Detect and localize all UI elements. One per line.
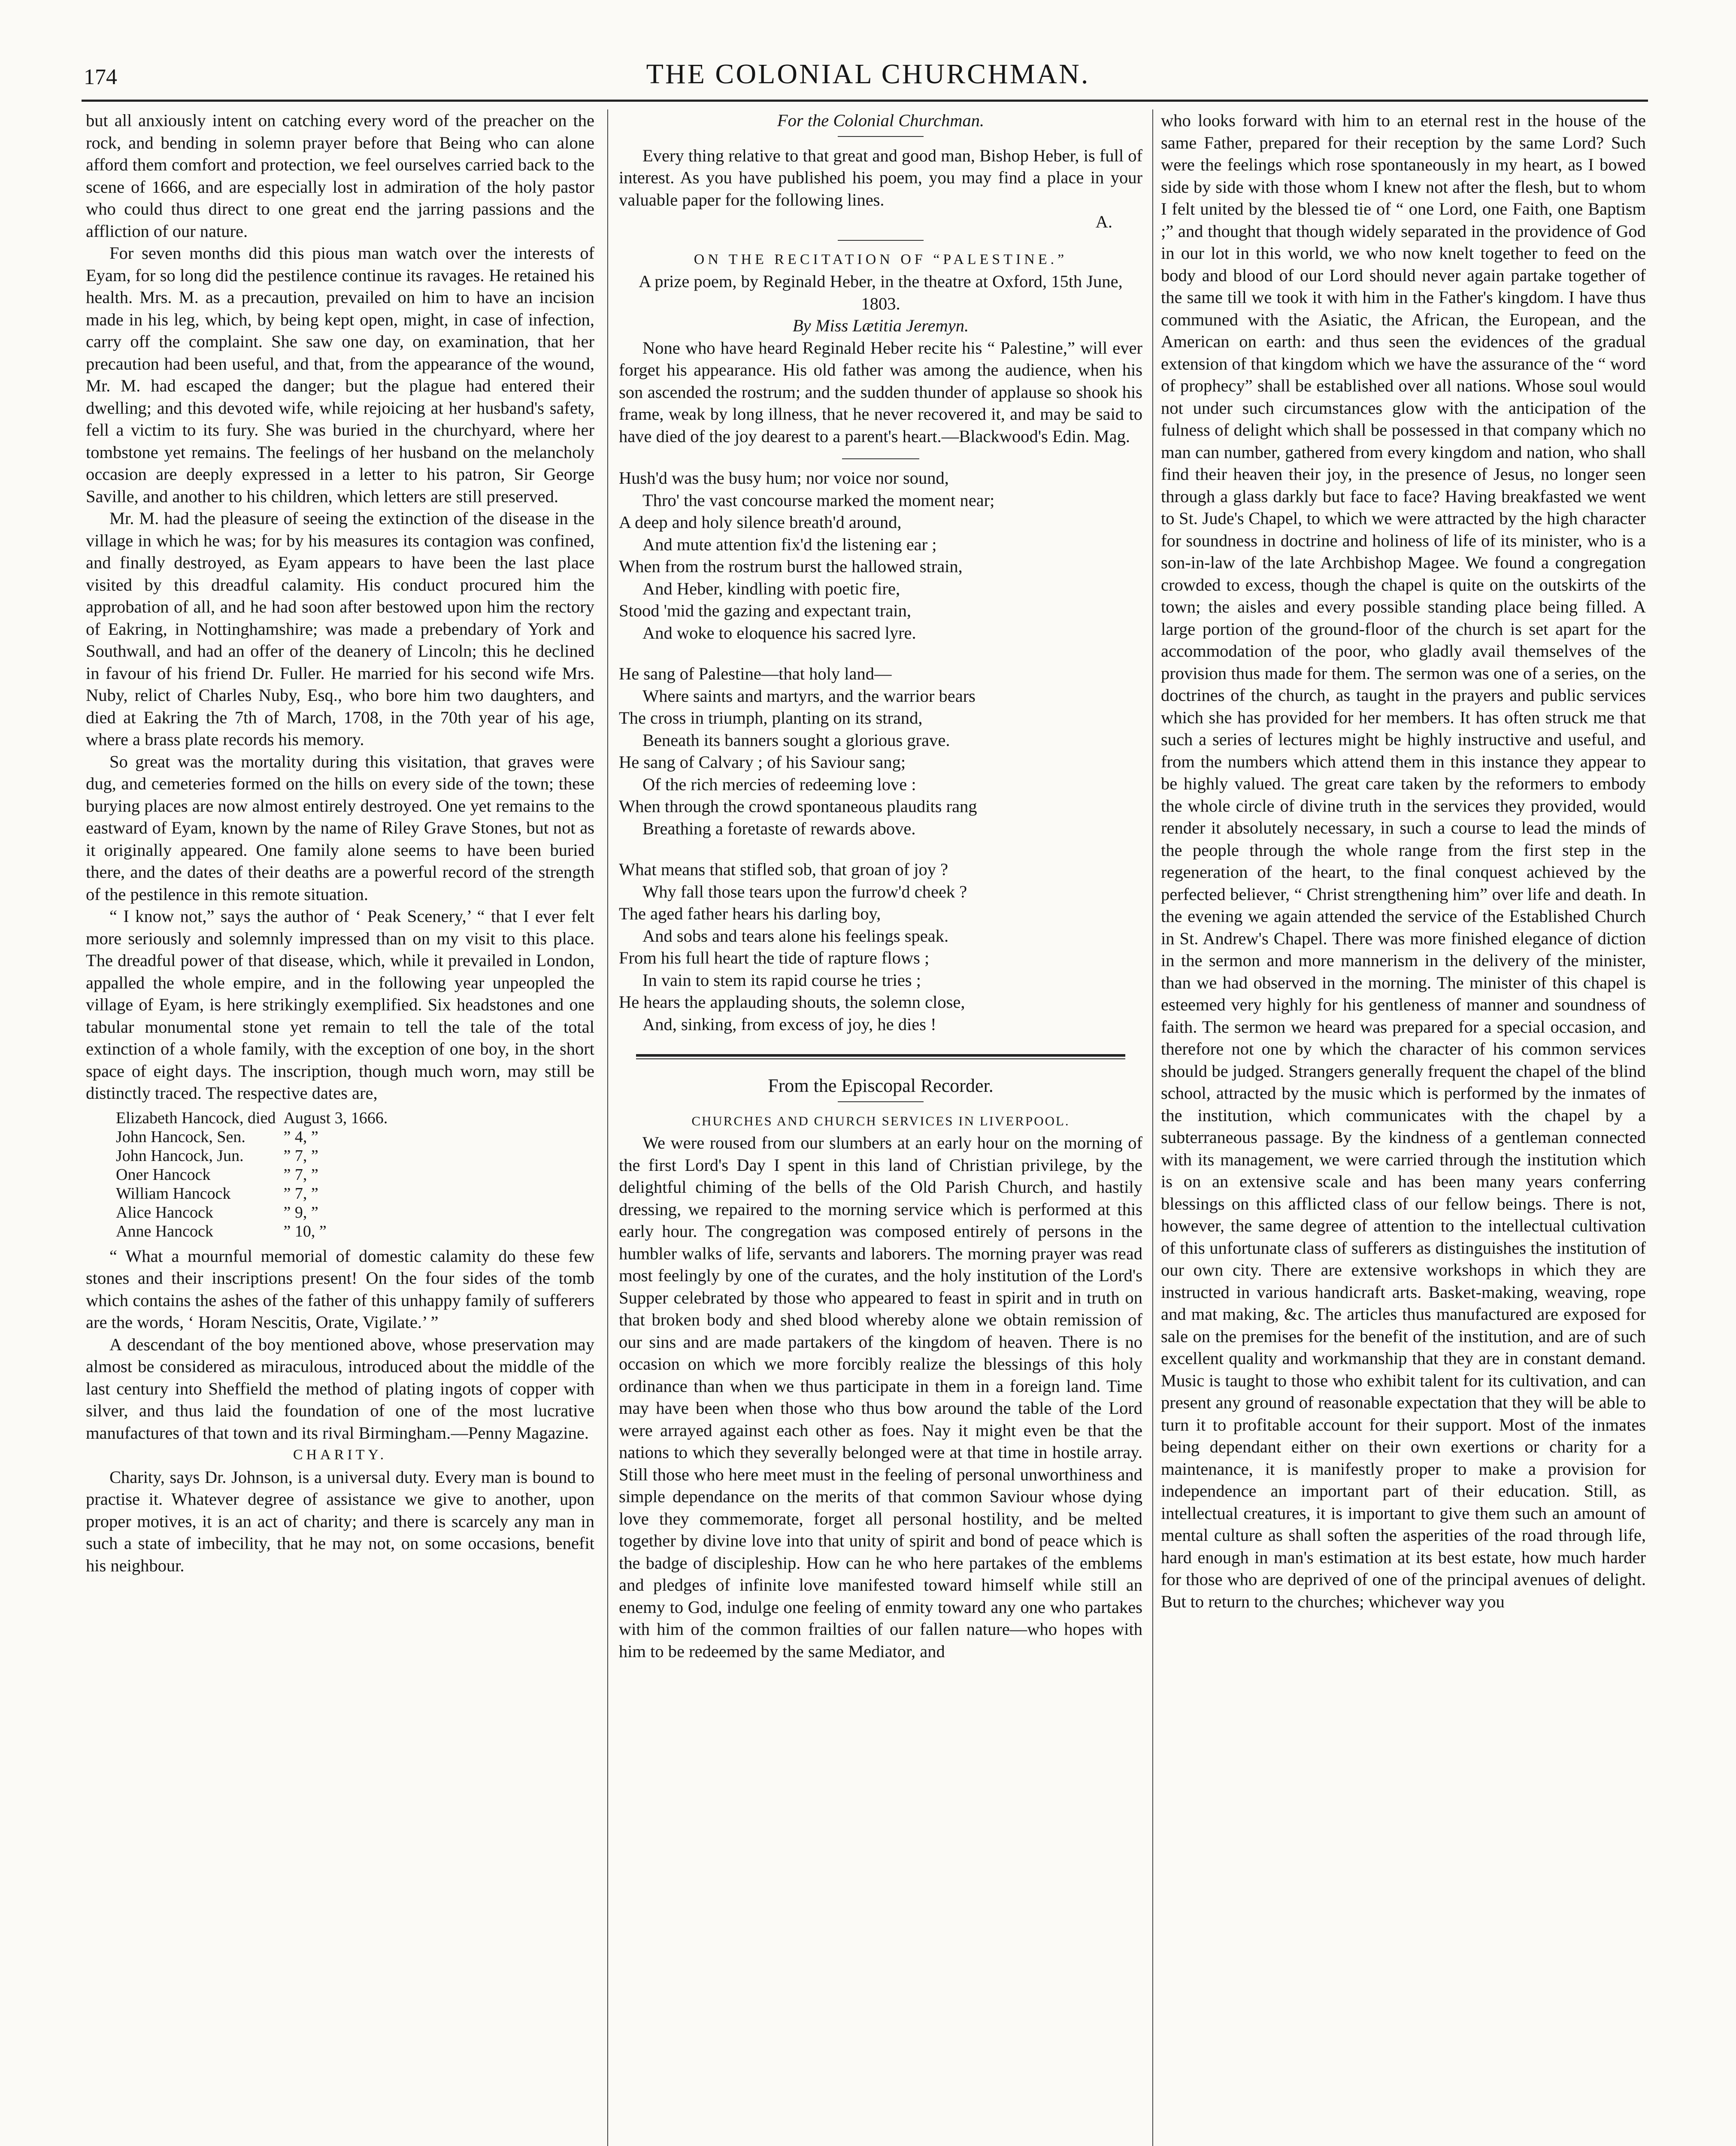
poem-line: When from the rostrum burst the hallowed strain, — [619, 557, 963, 576]
poem-line: When through the crowd spontaneous plaudits rang — [619, 797, 977, 816]
poem-line: And Heber, kindling with poetic fire, — [642, 579, 900, 598]
poem-line: In vain to stem its rapid course he tries ; — [642, 970, 921, 990]
poem-line: Why fall those tears upon the furrow'd cheek ? — [642, 882, 967, 901]
poem-line: He hears the applauding shouts, the solemn close, — [619, 992, 965, 1012]
paragraph: “ I know not,” says the author of ‘ Peak Scenery,’ “ that I ever felt more seriously and solemnly impressed than on my visit to this place. The dreadful power of that disease, which, while it prevailed in London, appalled the whole empire, and in the following year unpeopled the village of Eyam, is here strikingly exemplified. Six headstones and one tabular monumental stone yet remain to tell the tale of the total extinction of a whole family, with the exception of one boy, in the short space of eight days. The inscription, though much worn, may still be distinctly traced. The respective dates are, — [86, 906, 594, 1103]
family-date: ” 7, ” — [283, 1146, 318, 1165]
family-date: ” 4, ” — [283, 1128, 318, 1146]
poem-line: He sang of Palestine—that holy land— — [619, 664, 892, 683]
charity-title: CHARITY. — [293, 1447, 388, 1463]
poem-line: And woke to eloquence his sacred lyre. — [642, 623, 916, 643]
family-name: Alice Hancock — [116, 1203, 213, 1222]
poem-line: Beneath its banners sought a glorious grave. — [642, 730, 950, 750]
poem-line: And, sinking, from excess of joy, he dies ! — [642, 1014, 936, 1034]
masthead: THE COLONIAL CHURCHMAN. — [646, 58, 1090, 90]
family-date: ” 9, ” — [283, 1203, 318, 1222]
family-row — [116, 1165, 395, 1184]
poem-stanza — [619, 467, 1142, 644]
poem-title: ON THE RECITATION OF “PALESTINE.” — [694, 251, 1068, 267]
poem-line: A deep and holy silence breath'd around, — [619, 512, 902, 532]
family-name: Elizabeth Hancock, died — [116, 1109, 276, 1127]
short-rule — [838, 240, 924, 241]
poem-stanza — [619, 858, 1142, 1035]
page-number: 174 — [84, 65, 117, 89]
poem-line: And mute attention fix'd the listening ear ; — [642, 534, 937, 554]
family-name: John Hancock, Sen. — [116, 1128, 245, 1146]
paragraph: who looks forward with him to an eternal rest in the house of the same Father, prepared for their reception by the same Lord? Such were the feelings which rose spontaneously in my heart, as I bowed side by side with those whom I knew not after the flesh, but to whom I felt united by the blessed tie of “ one Lord, one Faith, one Baptism ;” and thought that though widely separated in the providence of God in our lot in this world, we who now knelt together to feed on the body and blood of our Lord should never again partake together of the same till we took it with him in the Father's kingdom. I have thus communed with the Asiatic, the African, the European, and the American on earth: and thus seen the evidences of the gradual extension of that kingdom which we have the assurance of the “ word of prophecy” shall be established over all nations. Whose soul would not under such circumstances glow with the anticipation of the fulness of delight which shall be possessed in that company which no man can number, gathered from every kingdom and nation, who shall find their heaven their joy, in the presence of Jesus, no longer seen through a glass darkly but face to face? Having breakfasted we went to St. Jude's Chapel, to which we were attracted by the high character for soundness in doctrine and holiness of life of its minister, who is a son-in-law of the late Archbishop Magee. We found a congregation crowded to excess, though the chapel is quite on the outskirts of the town; the aisles and every possible standing place being filled. A large portion of the ground-floor of the church is set apart for the accommodation of the poor, who gladly avail themselves of the provision thus made for them. The sermon was one of a series, on the doctrines of the church, as taught in the prayers and public services which she has provided for her members. It has often struck me that such a series of lectures might be highly instructive and useful, and from the numbers which attend them in this instance they appear to be highly valued. The great care taken by the reformers to embody the whole circle of divine truth in the services they provided, would render it absolutely necessary, in such a course to lead the minds of the people through the whole range from the first step in the regeneration of the heart, to the final conquest achieved by the perfected believer, “ Christ strengthening him” over life and death. In the evening we again attended the service of the Established Church in St. Andrew's Chapel. There was more finished elegance of diction in the sermon and more mannerism in the delivery of the minister, than we had observed in the morning. The minister of this chapel is esteemed very highly for his gentleness of manner and soundness of faith. The sermon we heard was prepared for a special occasion, and therefore not one by which the character of his common services should be judged. Strangers generally frequent the chapel of the blind school, attracted by the music which is performed by the inmates of the institution, which communicates with the chapel by a subterraneous passage. By the kindness of a gentleman connected with its management, we were carried through the institution which is on an extensive scale and has been many years conferring blessings on this afflicted class of our fellow beings. There is not, however, the same degree of attention to the intellectual cultivation of this unfortunate class of sufferers as distinguishes the institution of our own city. There are extensive workshops in which they are instructed in various handicraft arts. Basket-making, weaving, rope and mat making, &c. The articles thus manufactured are exposed for sale on the premises for the benefit of the institution, and are of such excellent quality and workmanship that they are in constant demand. Music is taught to those who exhibit talent for its cultivation, and can present any ground of reasonable expectation that they will be able to turn it to profitable account for their support. Most of the inmates being dependant either on their own exertions or charity for a maintenance, it is manifestly proper to make a provision for independence an important part of their education. Still, as intellectual creatures, it is important to give them such an amount of mental culture as shall soften the asperities of the road through life, hard enough in man's estimation at its best estate, how much harder for those who are deprived of one of the principal avenues of delight. But to return to the churches; whichever way you — [1161, 111, 1646, 1611]
paragraph: For seven months did this pious man watch over the interests of Eyam, for so long did the pestilence continue its ravages. He retained his health. Mrs. M. as a precaution, prevailed on him to have an incision made in his leg, which, by being kept open, might, in case of infection, carry off the complaint. She saw one day, on examination, that her precaution had been useful, and that, from the appearance of the wound, Mr. M. had escaped the danger; but the plague had entered their dwelling; and this devoted wife, while rejoicing at her husband's safety, fell a victim to its fury. She was buried in the churchyard, where her tombstone yet remains. The feelings of her husband on the melancholy occasion are deeply expressed in a letter to his patron, Sir George Saville, and another to his children, which letters are still preserved. — [86, 243, 594, 506]
column-divider — [607, 109, 608, 2146]
short-rule — [838, 136, 924, 137]
paragraph: We were roused from our slumbers at an early hour on the morning of the first Lord's Day I spent in this land of Christian privilege, by the delightful chiming of the bells of the Old Parish Church, and hastily dressing, we repaired to the morning service which is performed at this early hour. The congregation was composed entirely of persons in the humbler walks of life, servants and laborers. The morning prayer was read most feelingly by one of the curates, and the holy institution of the Lord's Supper celebrated by those who appeared to feast in spirit and in truth on that broken body and shed blood whereby alone we obtain remission of our sins and are made partakers of the kingdom of heaven. There is no occasion on which we more forcibly realize the blessings of this holy ordinance than when we thus participate in them in a foreign land. Time may have been when those who thus bow around the table of the Lord were arrayed against each other as foes. Nay it might even be that the nations to which they severally belonged were at that time in hostile array. Still those who here meet must in the feeling of personal unworthiness and simple dependance on the merits of that common Saviour whose dying love they commemorate, forget all personal hostility, and be melted together by divine love into that unity of spirit and bond of peace which is the badge of discipleship. How can he who here partakes of the emblems and pledges of infinite love manifested toward himself while still an enemy to God, indulge one feeling of enmity toward any one who partakes with him of the common frailties of our fallen nature—who hopes with him to be redeemed by the same Mediator, and — [619, 1133, 1142, 1661]
poem-line: He sang of Calvary ; of his Saviour sang; — [619, 752, 906, 772]
poem-line: Where saints and martyrs, and the warrior bears — [642, 686, 976, 706]
column-divider — [1152, 109, 1153, 2146]
paragraph: but all anxiously intent on catching every word of the preacher on the rock, and bending in solemn prayer before that Being who can alone afford them comfort and protection, we feel ourselves carried back to the scene of 1666, and are especially lost in admiration of the holy pastor who could thus direct to one great end the jarring passions and the affliction of our nature. — [86, 111, 594, 241]
signature: A. — [1095, 212, 1112, 231]
poem-line: Hush'd was the busy hum; nor voice nor sound, — [619, 468, 949, 488]
family-date: ” 7, ” — [283, 1165, 318, 1184]
poem-line: From his full heart the tide of rapture flows ; — [619, 948, 930, 967]
paragraph: So great was the mortality during this visitation, that graves were dug, and cemeteries formed on the hills on every side of the town; these burying places are now almost entirely destroyed. One yet remains to the eastward of Eyam, known by the name of Riley Grave Stones, but not as it originally appeared. One family alone seems to have been buried there, and the dates of their deaths are a powerful record of the strength of the pestilence in this remote situation. — [86, 752, 594, 904]
family-row — [116, 1109, 395, 1128]
short-rule — [838, 1101, 924, 1102]
poem-line: Stood 'mid the gazing and expectant train, — [619, 601, 911, 620]
poem-stanza — [619, 663, 1142, 840]
paragraph: A descendant of the boy mentioned above, whose preservation may almost be considered as miraculous, introduced about the middle of the last century into Sheffield the method of plating ingots of copper with silver, and thus laid the foundation of one of the most lucrative manufactures of that town and its rival Birmingham.—Penny Magazine. — [86, 1334, 594, 1443]
poem-subtitle: A prize poem, by Reginald Heber, in the theatre at Oxford, 15th June, 1803. — [639, 272, 1123, 313]
poem-line: What means that stifled sob, that groan of joy ? — [619, 860, 948, 879]
poem-line: Of the rich mercies of redeeming love : — [642, 774, 916, 794]
header-rule — [82, 100, 1648, 102]
section-separator — [636, 1054, 1125, 1059]
family-name: Anne Hancock — [116, 1222, 213, 1240]
paragraph: “ What a mournful memorial of domestic calamity do these few stones and their inscriptions present! On the four sides of the tomb which contains the ashes of the father of this unhappy family of sufferers are the words, ‘ Horam Nescitis, Orate, Vigilate.’ ” — [86, 1246, 594, 1332]
family-name: John Hancock, Jun. — [116, 1146, 244, 1165]
column-2 — [619, 109, 1142, 1662]
section-head: For the Colonial Churchman. — [777, 111, 985, 130]
family-row — [116, 1184, 395, 1203]
family-name: William Hancock — [116, 1184, 231, 1203]
poem-line: And sobs and tears alone his feelings speak. — [642, 926, 949, 946]
hancock-family-table — [116, 1109, 395, 1241]
family-date: ” 10, ” — [283, 1222, 327, 1240]
family-row — [116, 1222, 395, 1241]
family-date: ” 7, ” — [283, 1184, 318, 1203]
article-title: CHURCHES AND CHURCH SERVICES IN LIVERPOOL. — [691, 1113, 1070, 1128]
family-name: Oner Hancock — [116, 1165, 211, 1184]
column-1 — [86, 109, 594, 1576]
poem-line: The cross in triumph, planting on its strand, — [619, 708, 923, 727]
family-row — [116, 1128, 395, 1146]
poem — [619, 467, 1142, 1035]
poem-line: Breathing a foretaste of rewards above. — [642, 818, 916, 838]
poem-line: The aged father hears his darling boy, — [619, 904, 881, 923]
column-3 — [1161, 109, 1646, 1613]
short-rule — [842, 458, 919, 459]
paragraph: Every thing relative to that great and good man, Bishop Heber, is full of interest. As you have published his poem, you may find a place in your valuable paper for the following lines. — [619, 145, 1142, 209]
paragraph: Charity, says Dr. Johnson, is a universal duty. Every man is bound to practise it. Whatever degree of assistance we give to another, upon proper motives, it is an act of charity; and there is scarcely any man in such a state of imbecility, that he may not, on some occasions, benefit his neighbour. — [86, 1467, 594, 1575]
poem-line: Thro' the vast concourse marked the moment near; — [642, 490, 995, 510]
family-date: August 3, 1666. — [283, 1109, 388, 1127]
family-row — [116, 1146, 395, 1165]
family-row — [116, 1203, 395, 1222]
poem-byline: By Miss Lætitia Jeremyn. — [792, 316, 969, 335]
paragraph: Mr. M. had the pleasure of seeing the extinction of the disease in the village in which he was; for by his measures its contagion was confined, and finally destroyed, as Eyam appears to have been the last place visited by this dreadful calamity. His conduct procured him the approbation of all, and he had soon after bestowed upon him the rectory of Eakring, in Nottinghamshire; was made a prebendary of York and Southwall, and had an offer of the deanery of Lincoln; this he declined in favour of his friend Dr. Fuller. He married for his second wife Mrs. Nuby, relict of Charles Nuby, Esq., who bore him two daughters, and died at Eakring the 7th of March, 1708, in the 70th year of his age, where a brass plate records his memory. — [86, 509, 594, 749]
section-head: From the Episcopal Recorder. — [768, 1075, 994, 1096]
paragraph: None who have heard Reginald Heber recite his “ Palestine,” will ever forget his appearance. His old father was among the audience, when his son ascended the rostrum; and the sudden thunder of applause so shook his frame, weak by long illness, that he never recovered it, and may be said to have died of the joy dearest to a parent's heart.—Blackwood's Edin. Mag. — [619, 338, 1142, 446]
